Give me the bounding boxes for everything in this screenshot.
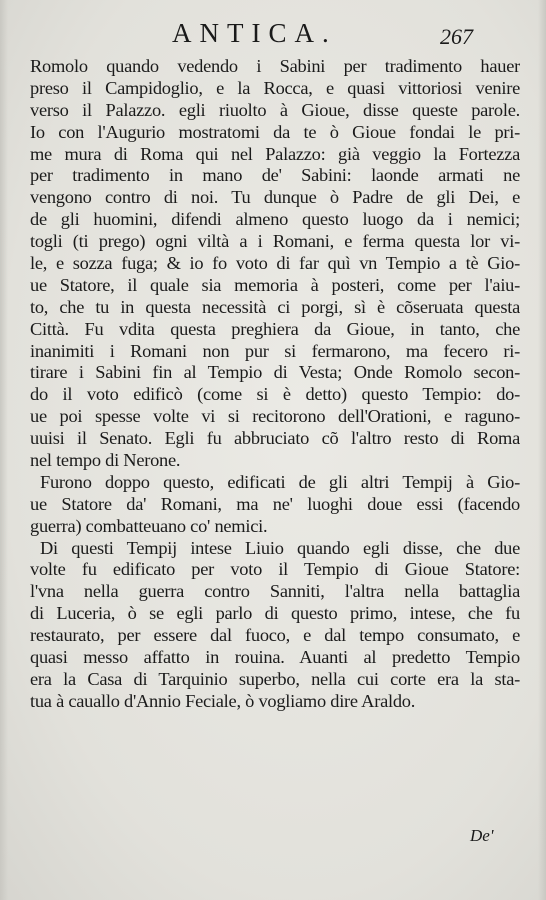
paragraph-2 <box>30 472 520 538</box>
text-line: preso il Campidoglio, e la Rocca, e quasi vittoriosi venire <box>30 77 520 98</box>
running-head: ANTICA. <box>172 18 337 48</box>
text-line: uuisi il Senato. Egli fu abbruciato cõ l'altro resto di Roma <box>30 428 520 449</box>
text-line: do il voto edificò (come si è detto) questo Tempio: do- <box>30 384 520 405</box>
page-shadow-right <box>538 0 546 900</box>
body-text <box>30 56 520 713</box>
text-line: quasi messo affatto in rouina. Auanti al predetto Tempio <box>30 647 520 668</box>
text-line: ue Statore, il quale sia memoria à posteri, come per l'aiu- <box>30 274 520 295</box>
text-line: restaurato, per essere dal fuoco, e dal tempo consumato, e <box>30 625 520 646</box>
text-line: per tradimento in mano de' Sabini: laonde armati ne <box>30 165 520 186</box>
text-line: volte fu edificato per voto il Tempio di Gioue Statore: <box>30 559 520 580</box>
text-line: togli (ti prego) ogni viltà a i Romani, e ferma questa lor vi- <box>30 231 520 252</box>
text-line: vengono contro di noi. Tu dunque ò Padre de gli Dei, e <box>30 187 520 208</box>
text-line: guerra) combatteuano co' nemici. <box>30 515 268 536</box>
text-line: de gli huomini, difendi almeno questo luogo da i nemici; <box>30 209 520 230</box>
page-header <box>0 14 546 54</box>
text-line: tua à cauallo d'Annio Feciale, ò vogliamo dire Araldo. <box>30 690 416 711</box>
text-line: me mura di Roma qui nel Palazzo: già veggio la Fortezza <box>30 143 520 164</box>
text-line: Città. Fu vdita questa preghiera da Gioue, in tanto, che <box>30 318 520 339</box>
text-line: inanimiti i Romani non pur si fermarono, ma fecero ri- <box>30 340 520 361</box>
text-line: tirare i Sabini fin al Tempio di Vesta; Onde Romolo secon- <box>30 362 520 383</box>
catchword: De' <box>470 826 494 845</box>
text-line: nel tempo di Nerone. <box>30 450 181 471</box>
paragraph-1 <box>30 56 520 472</box>
text-line: to, che tu in questa necessità ci porgi, sì è cõseruata questa <box>30 296 520 317</box>
text-line: Romolo quando vedendo i Sabini per tradimento hauer <box>30 56 520 76</box>
text-line: verso il Palazzo. egli riuolto à Gioue, disse queste parole. <box>30 99 520 120</box>
text-line: era la Casa di Tarquinio superbo, nella cui corte era la sta- <box>30 668 520 689</box>
text-line: Di questi Tempij intese Liuio quando egli disse, che due <box>40 537 520 558</box>
page-shadow-left <box>0 0 8 900</box>
text-line: l'vna nella guerra contro Sanniti, l'altra nella battaglia <box>30 581 520 602</box>
page-number: 267 <box>440 24 473 49</box>
text-line: ue poi spesse volte vi si recitorono dell'Orationi, e raguno- <box>30 406 520 427</box>
text-line: Io con l'Augurio mostratomi da te ò Gioue fondai le pri- <box>30 121 520 142</box>
text-line: ue Statore da' Romani, ma ne' luoghi doue essi (facendo <box>30 493 520 514</box>
text-line: le, e sozza fuga; & io fo voto di far quì vn Tempio a tè Gio- <box>30 253 520 274</box>
text-line: Furono doppo questo, edificati de gli altri Tempij à Gio- <box>40 471 520 492</box>
text-line: di Luceria, ò se egli parlo di questo primo, intese, che fu <box>30 603 520 624</box>
paragraph-3 <box>30 538 520 713</box>
